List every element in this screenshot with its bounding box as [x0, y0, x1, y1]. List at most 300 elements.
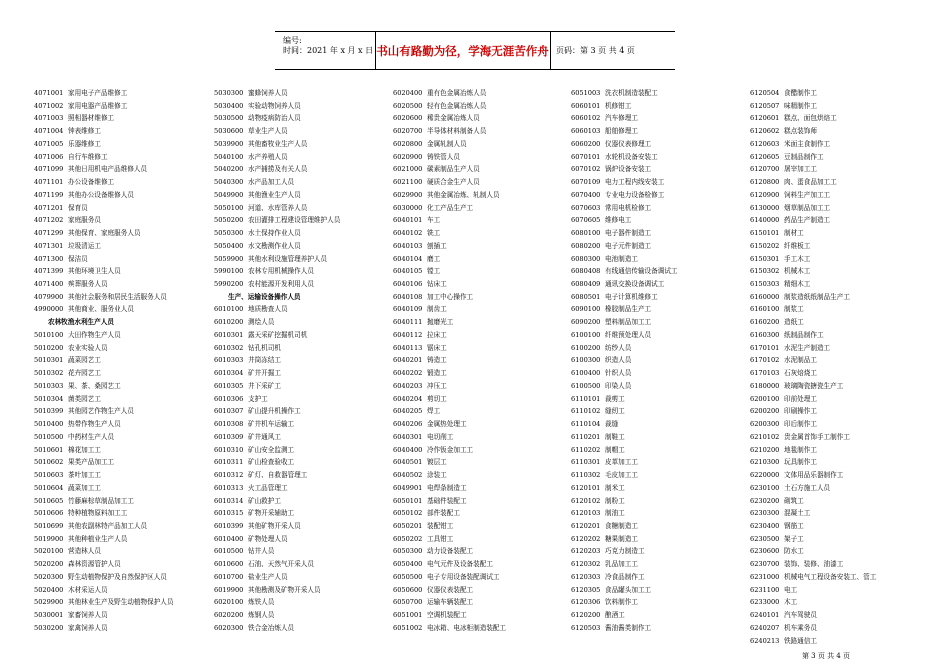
occupation-name: 制油工 [605, 509, 625, 518]
occupation-name: 酿酒工 [605, 611, 625, 620]
occupation-code: 6010600 [214, 560, 244, 569]
occupation-name: 维修电工 [605, 216, 632, 225]
table-row [393, 342, 573, 355]
occupation-name: 食品罐头加工工 [605, 585, 652, 594]
occupation-name: 水轮机设备安装工 [605, 152, 658, 161]
occupation-code: 6010313 [214, 483, 244, 492]
table-row [34, 227, 214, 240]
occupation-code: 6220000 [750, 471, 780, 480]
occupation-name: 糖果制造工 [605, 534, 638, 543]
occupation-name: 实验动物饲养人员 [248, 101, 301, 110]
occupation-name: 巧克力制造工 [605, 547, 645, 556]
occupation-code: 6130000 [750, 203, 780, 212]
occupation-name: 地质勘查人员 [248, 305, 288, 314]
table-row [214, 151, 394, 164]
occupation-code: 6020900 [393, 152, 423, 161]
occupation-name: 船舶修理工 [605, 127, 638, 136]
occupation-name: 农业实验人员 [68, 343, 108, 352]
occupation-code: 5020300 [34, 572, 64, 581]
occupation-name: 剪切工 [427, 394, 447, 403]
occupation-code: 6100500 [571, 381, 601, 390]
occupation-code: 6120601 [750, 114, 780, 123]
occupation-name: 其他园艺作物生产人员 [68, 407, 134, 416]
table-row [571, 265, 751, 278]
table-row [214, 393, 394, 406]
occupation-name: 办公设备维修工 [68, 178, 115, 187]
occupation-code: 6029900 [393, 190, 423, 199]
table-row [571, 303, 751, 316]
table-row [750, 125, 930, 138]
table-row [214, 125, 394, 138]
occupation-code: 5039900 [214, 139, 244, 148]
occupation-name: 锻造工 [427, 369, 447, 378]
occupation-code: 6120507 [750, 101, 780, 110]
occupation-name: 电焊条制造工 [427, 483, 467, 492]
occupation-name: 其他办公设备维修人员 [68, 190, 134, 199]
table-row [750, 609, 930, 622]
occupation-name: 基础件装配工 [427, 496, 467, 505]
occupation-code: 6020500 [393, 101, 423, 110]
occupation-code: 6090100 [571, 305, 601, 314]
occupation-name: 装配钳工 [427, 521, 454, 530]
table-row [34, 278, 214, 291]
table-row [393, 533, 573, 546]
occupation-name: 铁路通信工 [784, 636, 817, 645]
occupation-code: 6010400 [214, 534, 244, 543]
occupation-code: 6090200 [571, 318, 601, 327]
occupation-name: 农村能源开发利用人员 [248, 280, 314, 289]
table-row [393, 622, 573, 635]
occupation-code: 5010304 [34, 394, 64, 403]
occupation-code: 5019900 [34, 534, 64, 543]
table-row [34, 456, 214, 469]
occupation-name: 洗衣机制造装配工 [605, 89, 658, 97]
occupation-name: 矿山安全监测工 [248, 445, 295, 454]
table-row [393, 558, 573, 571]
occupation-name: 冷食品制作工 [605, 572, 645, 581]
table-row [750, 444, 930, 457]
occupation-code: 5029900 [34, 598, 64, 607]
occupation-code: 6040109 [393, 305, 423, 314]
occupation-name: 其他矿物开采人员 [248, 521, 301, 530]
occupation-code: 6230200 [750, 496, 780, 505]
occupation-name: 其他日用机电产品维修人员 [68, 165, 148, 174]
motto-text: 书山有路勤为径，学海无涯苦作舟 [376, 44, 549, 58]
occupation-name: 水文勘测作业人员 [248, 241, 301, 250]
occupation-code: 6050300 [393, 547, 423, 556]
occupation-name: 其他畜牧业生产人员 [248, 139, 308, 148]
occupation-name: 蔬菜园艺工 [68, 356, 101, 365]
occupation-code: 5030001 [34, 611, 64, 620]
occupation-code: 6120200 [571, 611, 601, 620]
section-heading: 生产、运输设备操作人员 [228, 292, 301, 301]
occupation-code: 6240213 [750, 636, 780, 645]
table-row [750, 202, 930, 215]
occupation-code: 6120504 [750, 89, 780, 97]
table-row [393, 329, 573, 342]
occupation-code: 6180000 [750, 381, 780, 390]
occupation-code: 6010309 [214, 432, 244, 441]
table-row [214, 444, 394, 457]
occupation-name: 动物疫病防治人员 [248, 114, 301, 123]
section-heading-row [214, 291, 394, 304]
occupation-code: 5020200 [34, 560, 64, 569]
occupation-code: 5050100 [214, 203, 244, 212]
occupation-name: 机械木工 [784, 267, 811, 276]
occupation-name: 水产养殖人员 [248, 152, 288, 161]
table-row [750, 240, 930, 253]
table-row [571, 558, 751, 571]
occupation-code: 6021000 [393, 165, 423, 174]
table-row [571, 202, 751, 215]
occupation-code: 6110102 [571, 407, 601, 416]
table-row [750, 151, 930, 164]
occupation-name: 河道、水库管养人员 [248, 203, 308, 212]
occupation-code: 5010399 [34, 407, 64, 416]
table-row [750, 189, 930, 202]
table-row [34, 163, 214, 176]
table-row [750, 596, 930, 609]
occupation-name: 缝纫工 [605, 407, 625, 416]
occupation-name: 森林资源管护人员 [68, 560, 121, 569]
table-row [34, 303, 214, 316]
occupation-name: 露天采矿挖掘机司机 [248, 330, 308, 339]
occupation-code: 6240101 [750, 611, 780, 620]
occupation-code: 6050400 [393, 560, 423, 569]
occupation-code: 4071001 [34, 89, 64, 97]
table-row [571, 163, 751, 176]
occupation-code: 6040400 [393, 445, 423, 454]
table-row [393, 316, 573, 329]
occupation-name: 竹藤麻棕草制品加工工 [68, 496, 134, 505]
occupation-name: 其他环境卫生人员 [68, 267, 121, 276]
occupation-code: 6070102 [571, 165, 601, 174]
occupation-name: 拉床工 [427, 330, 447, 339]
occupation-name: 果类产品加工工 [68, 458, 115, 467]
table-row [34, 482, 214, 495]
table-row [214, 329, 394, 342]
table-row [393, 112, 573, 125]
table-row [750, 418, 930, 431]
table-row [393, 278, 573, 291]
table-row [571, 342, 751, 355]
occupation-code: 6010399 [214, 521, 244, 530]
table-row [750, 635, 930, 648]
occupation-code: 4071199 [34, 190, 64, 199]
occupation-code: 6120800 [750, 178, 780, 187]
occupation-name: 水产品加工人员 [248, 178, 295, 187]
table-row [571, 571, 751, 584]
occupation-code: 6120203 [571, 547, 601, 556]
table-row [393, 138, 573, 151]
table-row [393, 367, 573, 380]
table-row [393, 431, 573, 444]
occupation-code: 6050102 [393, 509, 423, 518]
table-row [214, 571, 394, 584]
occupation-code: 6150301 [750, 254, 780, 263]
occupation-name: 电子专用设备装配调试工 [427, 572, 500, 581]
occupation-name: 肉、蛋食品加工工 [784, 178, 837, 187]
occupation-code: 6110202 [571, 445, 601, 454]
occupation-code: 6080409 [571, 280, 601, 289]
occupation-name: 空调机装配工 [427, 611, 467, 620]
occupation-code: 6200300 [750, 420, 780, 429]
table-row [34, 584, 214, 597]
occupation-code: 6040113 [393, 343, 423, 352]
occupation-code: 6230100 [750, 483, 780, 492]
table-row [571, 533, 751, 546]
occupation-name: 精细木工 [784, 280, 811, 289]
table-row [393, 291, 573, 304]
occupation-name: 家畜饲养人员 [68, 611, 108, 620]
occupation-code: 5030500 [214, 114, 244, 123]
table-row [571, 456, 751, 469]
occupation-code: 6010314 [214, 496, 244, 505]
table-row [214, 214, 394, 227]
occupation-code: 6230600 [750, 547, 780, 556]
table-row [571, 100, 751, 113]
table-row [214, 495, 394, 508]
occupation-name: 钢筋工 [784, 521, 804, 530]
occupation-code: 6040203 [393, 381, 423, 390]
occupation-name: 其他水利设施管理养护人员 [248, 254, 328, 263]
occupation-code: 4071005 [34, 139, 64, 148]
table-row [393, 100, 573, 113]
occupation-name: 矿井机车运输工 [248, 420, 295, 429]
table-row [393, 520, 573, 533]
occupation-code: 6100100 [571, 330, 601, 339]
occupation-code: 6150202 [750, 241, 780, 250]
occupation-name: 制粉工 [605, 496, 625, 505]
table-row [393, 609, 573, 622]
occupation-code: 5010699 [34, 521, 64, 530]
table-row [34, 291, 214, 304]
occupation-name: 电力工程内线安装工 [605, 178, 665, 187]
table-row [34, 380, 214, 393]
occupation-code: 6020600 [393, 114, 423, 123]
occupation-code: 6100200 [571, 343, 601, 352]
occupation-name: 殡葬服务人员 [68, 280, 108, 289]
occupation-code: 6070101 [571, 152, 601, 161]
occupation-code: 6010308 [214, 420, 244, 429]
occupation-name: 制浆工 [784, 305, 804, 314]
table-row [750, 545, 930, 558]
table-row [571, 138, 751, 151]
occupation-code: 5010303 [34, 381, 64, 390]
occupation-code: 5049900 [214, 190, 244, 199]
occupation-code: 4071099 [34, 165, 64, 174]
occupation-code: 6070400 [571, 190, 601, 199]
table-row [393, 495, 573, 508]
table-row [34, 545, 214, 558]
occupation-code: 6120102 [571, 496, 601, 505]
table-row [34, 112, 214, 125]
table-row [393, 176, 573, 189]
occupation-code: 6040106 [393, 280, 423, 289]
occupation-code: 6230300 [750, 509, 780, 518]
occupation-code: 6110302 [571, 471, 601, 480]
table-row [214, 622, 394, 635]
occupation-name: 矿井通风工 [248, 432, 281, 441]
table-row [750, 329, 930, 342]
occupation-code: 5020100 [34, 547, 64, 556]
table-row [571, 354, 751, 367]
occupation-code: 6051003 [571, 89, 601, 97]
table-row [214, 507, 394, 520]
occupation-name: 水泥生产制造工 [784, 343, 831, 352]
table-row [750, 456, 930, 469]
occupation-name: 土石方施工人员 [784, 483, 831, 492]
occupation-name: 炼铁人员 [248, 598, 275, 607]
occupation-code: 6100300 [571, 356, 601, 365]
occupation-name: 金属热处理工 [427, 420, 467, 429]
occupation-code: 5030300 [214, 89, 244, 97]
occupation-code: 5050200 [214, 216, 244, 225]
occupation-name: 其他金属冶炼、轧制人员 [427, 190, 500, 199]
occupation-name: 文体用品乐器制作工 [784, 471, 844, 480]
table-row [571, 444, 751, 457]
table-row [571, 431, 751, 444]
occupation-name: 农田灌排工程建设管理维护人员 [248, 216, 341, 225]
table-row [34, 533, 214, 546]
occupation-name: 保育员 [68, 203, 88, 212]
table-column [750, 87, 930, 647]
table-row [750, 278, 930, 291]
occupation-code: 6070109 [571, 178, 601, 187]
occupation-name: 饲料生产加工工 [784, 190, 831, 199]
table-row [393, 444, 573, 457]
occupation-code: 5040200 [214, 165, 244, 174]
occupation-code: 6233000 [750, 598, 780, 607]
table-row [750, 482, 930, 495]
table-row [393, 469, 573, 482]
occupation-code: 6120503 [571, 623, 601, 632]
occupation-code: 6060200 [571, 139, 601, 148]
occupation-name: 药品生产制造工 [784, 216, 831, 225]
table-row [393, 596, 573, 609]
occupation-code: 6010500 [214, 547, 244, 556]
table-row [214, 253, 394, 266]
table-column [34, 87, 214, 635]
occupation-code: 6110101 [571, 394, 601, 403]
table-row [34, 176, 214, 189]
occupation-code: 5010500 [34, 432, 64, 441]
occupation-code: 6049901 [393, 483, 423, 492]
occupation-name: 矿山检查验收工 [248, 458, 295, 467]
occupation-code: 6060101 [571, 101, 601, 110]
occupation-code: 5050400 [214, 241, 244, 250]
occupation-code: 4071202 [34, 216, 64, 225]
occupation-code: 6210200 [750, 445, 780, 454]
table-row [393, 584, 573, 597]
occupation-code: 6060102 [571, 114, 601, 123]
table-row [571, 418, 751, 431]
occupation-name: 其他渔业生产人员 [248, 190, 301, 199]
occupation-name: 钻孔机司机 [248, 343, 281, 352]
occupation-name: 玻璃陶瓷搪瓷生产工 [784, 381, 844, 390]
table-row [393, 482, 573, 495]
table-row [34, 202, 214, 215]
occupation-name: 其他勘测及矿物开采人员 [248, 585, 321, 594]
occupation-code: 6170101 [750, 343, 780, 352]
occupation-code: 6050700 [393, 598, 423, 607]
occupation-code: 5040300 [214, 178, 244, 187]
occupation-code: 6120306 [571, 598, 601, 607]
occupation-name: 电切削工 [427, 432, 454, 441]
table-row [214, 278, 394, 291]
section-heading-row [34, 316, 214, 329]
table-row [214, 163, 394, 176]
section-heading: 农林牧渔水利生产人员 [48, 318, 114, 327]
occupation-name: 电子器件制造工 [605, 229, 652, 238]
occupation-code: 6050201 [393, 521, 423, 530]
table-row [214, 431, 394, 444]
occupation-code: 6040202 [393, 369, 423, 378]
occupation-name: 砌筑工 [784, 496, 804, 505]
table-row [34, 469, 214, 482]
occupation-code: 6120302 [571, 560, 601, 569]
table-row [214, 100, 394, 113]
table-row [214, 380, 394, 393]
occupation-name: 机械电气工程设备安装工、管工 [784, 572, 877, 581]
occupation-name: 刨插工 [427, 241, 447, 250]
table-row [571, 469, 751, 482]
table-row [34, 342, 214, 355]
occupation-name: 锅炉设备安装工 [605, 165, 652, 174]
occupation-name: 特种植物原料加工工 [68, 509, 128, 518]
occupation-name: 制浆造纸纸制品生产工 [784, 292, 850, 301]
occupation-code: 6010100 [214, 305, 244, 314]
occupation-code: 5050300 [214, 229, 244, 238]
table-row [214, 456, 394, 469]
occupation-name: 机车乘务员 [784, 623, 817, 632]
table-row [34, 622, 214, 635]
occupation-name: 豆制品制作工 [784, 152, 824, 161]
occupation-name: 水泥制品工 [784, 356, 817, 365]
occupation-code: 6019900 [214, 585, 244, 594]
occupation-code: 6010310 [214, 445, 244, 454]
table-row [750, 227, 930, 240]
table-row [393, 303, 573, 316]
table-row [214, 303, 394, 316]
table-row [214, 609, 394, 622]
page-number-label: 页码：第 3 页 共 4 页 [556, 46, 635, 55]
occupation-code: 6120602 [750, 127, 780, 136]
occupation-name: 电工 [784, 585, 798, 594]
occupation-name: 镗工 [427, 267, 441, 276]
occupation-code: 4071101 [34, 178, 64, 187]
table-row [34, 87, 214, 100]
occupation-name: 乐器维修工 [68, 139, 101, 148]
occupation-code: 6200100 [750, 394, 780, 403]
occupation-name: 其他种植业生产人员 [68, 534, 128, 543]
occupation-code: 6070603 [571, 203, 601, 212]
occupation-name: 造纸工 [784, 318, 804, 327]
occupation-code: 6040112 [393, 330, 423, 339]
occupation-code: 6010312 [214, 471, 244, 480]
occupation-name: 电气元件及设备装配工 [427, 560, 493, 569]
occupation-name: 钻床工 [427, 280, 447, 289]
header-motto-cell [375, 32, 551, 69]
table-row [34, 240, 214, 253]
occupation-code: 6160300 [750, 330, 780, 339]
occupation-name: 制帽工 [605, 445, 625, 454]
table-row [750, 112, 930, 125]
occupation-name: 井下采矿工 [248, 381, 281, 390]
occupation-code: 6050202 [393, 534, 423, 543]
occupation-name: 味精制作工 [784, 101, 817, 110]
table-row [34, 507, 214, 520]
